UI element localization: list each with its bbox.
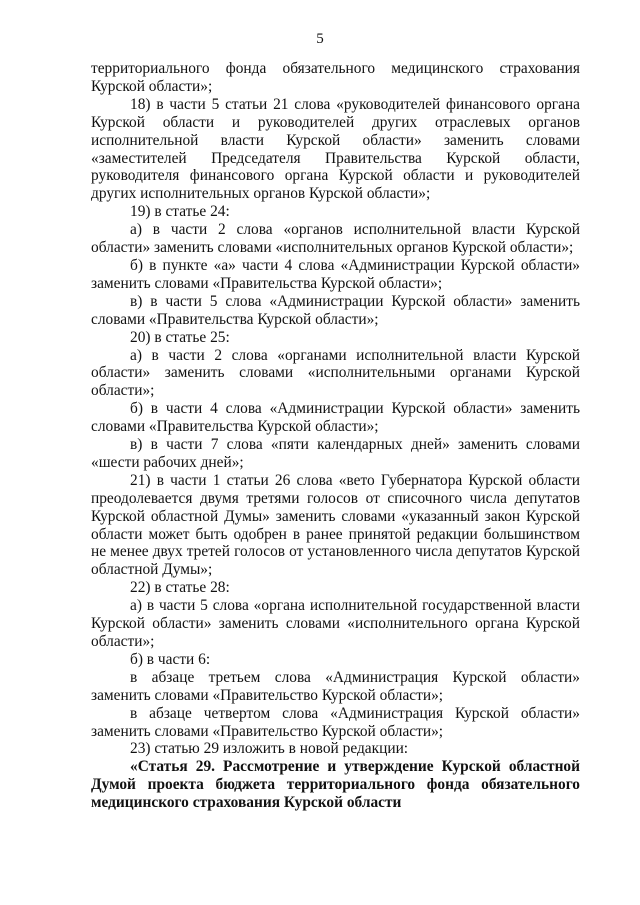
paragraph: 18) в части 5 статьи 21 слова «руководителей финансового органа Курской области и руководителей других отраслевых органов исполнительной власти Курской области» заменить словами «заместителей Председателя Правительства Курской области, руководителя финансового органа Курской области и руководителей других исполнительных органов Курской области»; [91, 95, 580, 203]
paragraph: б) в пункте «а» части 4 слова «Администрации Курской области» заменить словами «Правительства Курской области»; [91, 256, 580, 292]
paragraph: в абзаце четвертом слова «Администрация Курской области» заменить словами «Правительство Курской области»; [91, 704, 580, 740]
paragraph: а) в части 2 слова «органами исполнительной власти Курской области» заменить словами «исполнительными органами Курской области»; [91, 346, 580, 400]
document-body [91, 60, 580, 812]
paragraph: 19) в статье 24: [130, 203, 230, 221]
paragraph: в) в части 7 слова «пяти календарных дней» заменить словами «шести рабочих дней»; [91, 436, 580, 471]
paragraph: б) в части 4 слова «Администрации Курской области» заменить словами «Правительства Курской области»; [91, 400, 580, 436]
page-number: 5 [316, 31, 324, 47]
paragraph: а) в части 2 слова «органов исполнительной власти Курской области» заменить словами «исполнительных органов Курской области»; [91, 221, 580, 257]
paragraph: 23) статью 29 изложить в новой редакции: [130, 740, 409, 758]
paragraph: 22) в статье 28: [130, 579, 230, 597]
paragraph: 21) в части 1 статьи 26 слова «вето Губернатора Курской области преодолевается двумя третями голосов от списочного числа депутатов Курской областной Думы» заменить словами «указанный закон Курской области может быть одобрен в ранее принятой редакции большинством не менее двух третей голосов от установленного числа депутатов Курской областной Думы»; [91, 471, 580, 579]
paragraph: территориального фонда обязательного медицинского страхования Курской области»; [91, 60, 580, 95]
paragraph: 20) в статье 25: [130, 328, 230, 346]
paragraph: в) в части 5 слова «Администрации Курской области» заменить словами «Правительства Курской области»; [91, 292, 580, 328]
paragraph: а) в части 5 слова «органа исполнительной государственной власти Курской области» заменить словами «исполнительного органа Курской области»; [91, 597, 580, 650]
paragraph: в абзаце третьем слова «Администрация Курской области» заменить словами «Правительство Курской области»; [91, 668, 580, 704]
paragraph: б) в части 6: [130, 650, 211, 668]
article-heading: «Статья 29. Рассмотрение и утверждение Курской областной Думой проекта бюджета территориального фонда обязательного медицинского страхования Курской области [91, 758, 580, 812]
